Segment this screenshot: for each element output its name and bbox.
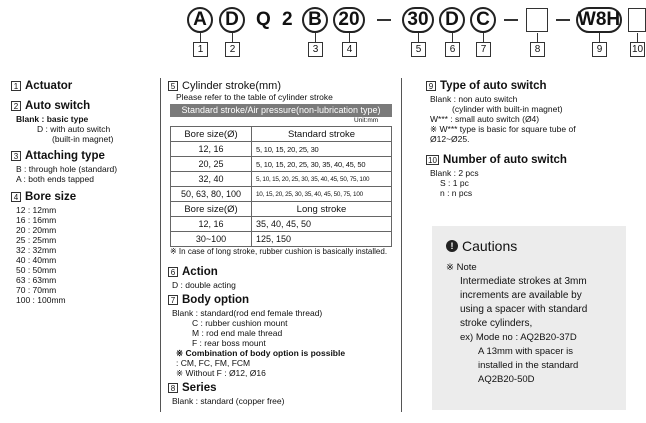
stroke-footnote: ※ In case of long stroke, rubber cushion is basically installed. [170, 247, 388, 256]
section-bore-size-heading [11, 191, 76, 203]
code-value-30: 30 [407, 9, 429, 30]
code-letter-b: B [308, 9, 322, 30]
stroke-table [170, 126, 392, 247]
section-actuator-heading [11, 80, 72, 92]
table-header-row [171, 202, 392, 217]
column-divider [160, 78, 161, 412]
section-title: Actuator [25, 80, 73, 92]
code-stem [452, 33, 453, 42]
table-cell-bore: 32, 40 [171, 172, 252, 187]
stroke-note: Please refer to the table of cylinder stroke [176, 92, 333, 102]
table-cell-bore: 30~100 [171, 232, 252, 247]
attaching-b: B : through hole (standard) [16, 164, 118, 174]
table-cell-bore: 12, 16 [171, 142, 252, 157]
table-cell-stroke: 35, 40, 45, 50 [252, 217, 392, 232]
code-bore-value [333, 7, 365, 33]
code-series-box [526, 8, 548, 32]
code-dash [556, 19, 570, 21]
table-row [171, 187, 392, 202]
bore-size-item: 25 : 25mm [16, 235, 57, 245]
code-body-letter [470, 7, 496, 33]
auto-switch-d-note: (built-in magnet) [52, 134, 114, 144]
body-option-combination-list: : CM, FC, FM, FCM [176, 358, 251, 368]
cautions-line: increments are available by [460, 290, 582, 301]
body-option-blank: Blank : standard(rod end female thread) [172, 308, 323, 318]
code-number-box: 6 [445, 42, 460, 57]
switch-count-blank: Blank : 2 pcs [430, 168, 479, 178]
bore-size-item: 50 : 50mm [16, 265, 57, 275]
code-letter-a: A [193, 9, 207, 30]
bore-size-item: 16 : 16mm [16, 215, 57, 225]
section-cylinder-stroke-heading [168, 80, 281, 92]
auto-switch-blank: Blank : basic type [16, 114, 89, 124]
table-cell-stroke: 5, 10, 15, 20, 25, 30, 35, 40, 45, 50, 75, 100 [252, 172, 392, 187]
table-row [171, 142, 392, 157]
table-header-cell: Bore size(Ø) [171, 202, 252, 217]
switch-count-n: n : n pcs [440, 188, 473, 198]
code-dash [377, 19, 391, 21]
stroke-table-unit: Unit:mm [354, 117, 379, 124]
code-letter-q: Q [256, 9, 271, 30]
body-option-without-f: ※ Without F : Ø12, Ø16 [176, 368, 266, 378]
section-title: Bore size [25, 191, 77, 203]
section-switch-count-heading [426, 154, 567, 166]
code-number-box: 4 [342, 42, 357, 57]
table-cell-stroke: 5, 10, 15, 20, 25, 30 [252, 142, 392, 157]
code-stem [537, 33, 538, 42]
section-number: 7 [168, 295, 178, 305]
action-d: D : double acting [172, 280, 236, 290]
warning-icon: ! [446, 240, 458, 252]
bore-size-item: 100 : 100mm [16, 295, 66, 305]
table-row [171, 232, 392, 247]
section-number: 2 [11, 101, 21, 111]
code-number-box: 7 [476, 42, 491, 57]
code-letter-d2: D [445, 9, 459, 30]
section-title: Auto switch [25, 100, 91, 112]
section-title: Body option [182, 294, 250, 306]
column-divider [401, 78, 402, 412]
body-option-combination: ※ Combination of body option is possible [176, 348, 346, 358]
table-header-row [171, 127, 392, 142]
code-dash [504, 19, 518, 21]
code-stem [637, 33, 638, 42]
code-stem [315, 33, 316, 42]
section-number: 10 [426, 155, 439, 165]
table-cell-bore: 50, 63, 80, 100 [171, 187, 252, 202]
cautions-line: stroke cylinders, [460, 318, 533, 329]
code-stem [599, 33, 600, 42]
cautions-example-line: AQ2B20-50D [478, 374, 535, 385]
cautions-line: using a spacer with standard [460, 304, 588, 315]
code-value-w8h: W8H [577, 9, 621, 30]
bore-size-item: 63 : 63mm [16, 275, 57, 285]
section-series-heading [168, 382, 217, 394]
code-stem [200, 33, 201, 42]
table-cell-bore: 20, 25 [171, 157, 252, 172]
code-stem [232, 33, 233, 42]
section-title: Type of auto switch [440, 80, 547, 92]
switch-count-s: S : 1 pc [440, 178, 469, 188]
code-stem [418, 33, 419, 42]
table-cell-stroke: 10, 15, 20, 25, 30, 35, 40, 45, 50, 75, 100 [252, 187, 392, 202]
bore-size-item: 70 : 70mm [16, 285, 57, 295]
code-switch-type [576, 7, 622, 33]
code-stroke-value [402, 7, 434, 33]
body-option-f: F : rear boss mount [192, 338, 266, 348]
table-cell-bore: 12, 16 [171, 217, 252, 232]
table-row [171, 217, 392, 232]
bore-size-item: 40 : 40mm [16, 255, 57, 265]
switch-type-blank-note: (cylinder with built-in magnet) [452, 104, 563, 114]
code-letter-d: D [225, 9, 239, 30]
code-number-box: 5 [411, 42, 426, 57]
cautions-panel [432, 226, 626, 410]
series-blank: Blank : standard (copper free) [172, 396, 285, 406]
code-stem [349, 33, 350, 42]
section-number: 4 [11, 192, 21, 202]
section-number: 9 [426, 81, 436, 91]
section-attaching-type-heading [11, 150, 105, 162]
table-row [171, 157, 392, 172]
section-number: 8 [168, 383, 178, 393]
attaching-a: A : both ends tapped [16, 174, 94, 184]
code-number-box: 8 [530, 42, 545, 57]
switch-type-w-note: ※ W*** type is basic for square tube of [430, 124, 576, 134]
section-number: 6 [168, 267, 178, 277]
table-row [171, 172, 392, 187]
code-number-box: 2 [225, 42, 240, 57]
body-option-c: C : rubber cushion mount [192, 318, 288, 328]
stroke-table-banner: Standard stroke/Air pressure(non-lubrication type) [170, 104, 392, 117]
cautions-example-line: A 13mm with spacer is [478, 346, 574, 357]
table-header-cell: Standard stroke [252, 127, 392, 142]
section-title: Action [182, 266, 218, 278]
code-number-box: 9 [592, 42, 607, 57]
table-cell-stroke: 125, 150 [252, 232, 392, 247]
section-number: 5 [168, 81, 178, 91]
code-attach-letter [302, 7, 328, 33]
section-switch-type-heading [426, 80, 547, 92]
section-title: Number of auto switch [443, 154, 567, 166]
code-switch-count-box [628, 8, 646, 32]
table-header-cell: Long stroke [252, 202, 392, 217]
code-value-20: 20 [338, 9, 360, 30]
section-body-option-heading [168, 294, 249, 306]
section-number: 3 [11, 151, 21, 161]
cautions-line: Intermediate strokes at 3mm [460, 276, 587, 287]
body-option-m: M : rod end male thread [192, 328, 283, 338]
section-auto-switch-heading [11, 100, 90, 112]
cautions-title: Cautions [462, 238, 518, 254]
code-number-box: 1 [193, 42, 208, 57]
code-action-letter [439, 7, 465, 33]
code-actuator-letter [187, 7, 213, 33]
section-number: 1 [11, 81, 21, 91]
switch-type-w: W*** : small auto switch (Ø4) [430, 114, 540, 124]
code-number-box: 10 [631, 44, 644, 55]
section-action-heading [168, 266, 218, 278]
switch-type-blank: Blank : non auto switch [430, 94, 518, 104]
code-letter-c: C [476, 9, 490, 30]
bore-size-item: 20 : 20mm [16, 225, 57, 235]
code-switch-letter [219, 7, 245, 33]
cautions-example: ex) Mode no : AQ2B20-37D [460, 332, 577, 343]
cautions-note-label: ※ Note [446, 262, 477, 273]
code-stem [483, 33, 484, 42]
switch-type-w-range: Ø12~Ø25. [430, 134, 470, 144]
code-number-box: 3 [308, 42, 323, 57]
table-cell-stroke: 5, 10, 15, 20, 25, 30, 35, 40, 45, 50 [252, 157, 392, 172]
cautions-example-line: installed in the standard [478, 360, 579, 371]
section-title: Attaching type [25, 150, 105, 162]
code-digit-2: 2 [282, 9, 293, 30]
cautions-heading [446, 238, 517, 254]
bore-size-item: 12 : 12mm [16, 205, 57, 215]
bore-size-item: 32 : 32mm [16, 245, 57, 255]
section-title: Series [182, 382, 217, 394]
table-header-cell: Bore size(Ø) [171, 127, 252, 142]
section-title: Cylinder stroke(mm) [182, 80, 282, 92]
auto-switch-d: D : with auto switch [37, 124, 111, 134]
